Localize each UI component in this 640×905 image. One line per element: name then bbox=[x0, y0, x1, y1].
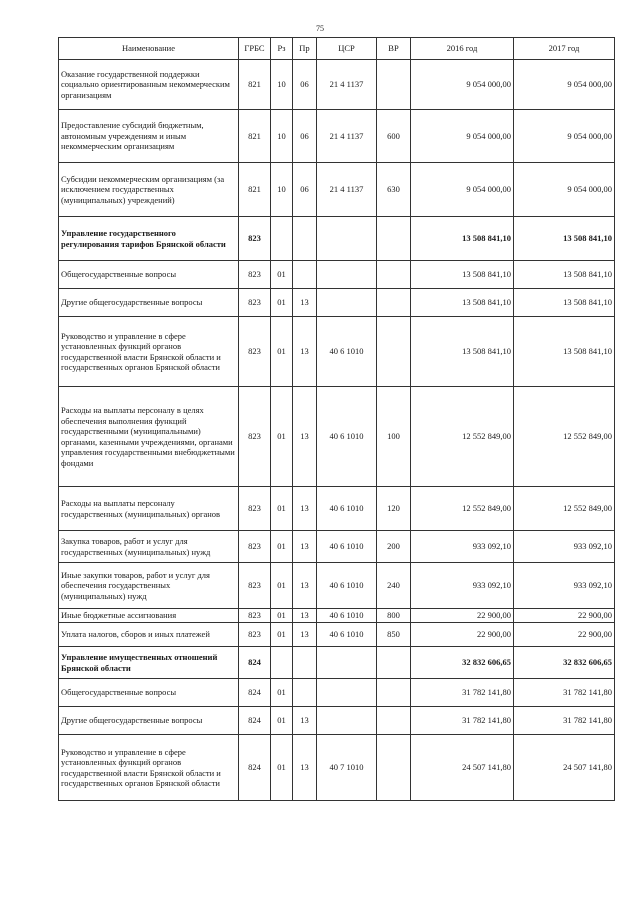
cell-grbs: 823 bbox=[239, 623, 271, 647]
cell-rz: 01 bbox=[271, 289, 293, 317]
table-row bbox=[59, 487, 615, 531]
cell-2016: 31 782 141,80 bbox=[411, 707, 514, 735]
cell-pr: 13 bbox=[293, 707, 317, 735]
cell-csr: 21 4 1137 bbox=[317, 163, 377, 217]
table-row bbox=[59, 261, 615, 289]
cell-rz: 01 bbox=[271, 679, 293, 707]
cell-pr: 13 bbox=[293, 387, 317, 487]
cell-vr bbox=[377, 735, 411, 801]
cell-vr bbox=[377, 707, 411, 735]
cell-csr: 40 6 1010 bbox=[317, 487, 377, 531]
table-row bbox=[59, 317, 615, 387]
cell-2016: 12 552 849,00 bbox=[411, 387, 514, 487]
cell-rz: 01 bbox=[271, 623, 293, 647]
cell-pr bbox=[293, 647, 317, 679]
table-row bbox=[59, 217, 615, 261]
cell-vr: 240 bbox=[377, 563, 411, 609]
cell-grbs: 823 bbox=[239, 531, 271, 563]
table-row bbox=[59, 289, 615, 317]
cell-grbs: 821 bbox=[239, 163, 271, 217]
cell-grbs: 823 bbox=[239, 609, 271, 623]
cell-csr: 21 4 1137 bbox=[317, 110, 377, 163]
cell-vr bbox=[377, 317, 411, 387]
cell-2016: 9 054 000,00 bbox=[411, 163, 514, 217]
cell-pr bbox=[293, 679, 317, 707]
cell-name: Субсидии некоммерческим организациям (за исключением государственных (муниципальных) учреждений) bbox=[59, 163, 239, 217]
cell-vr bbox=[377, 289, 411, 317]
cell-grbs: 821 bbox=[239, 110, 271, 163]
cell-vr bbox=[377, 261, 411, 289]
cell-grbs: 821 bbox=[239, 60, 271, 110]
cell-2017: 22 900,00 bbox=[514, 609, 615, 623]
cell-csr bbox=[317, 647, 377, 679]
cell-name: Расходы на выплаты персоналу в целях обеспечения выполнения функций государственными (муниципальными) органами, казенными учреждениями, органами управления государственными внебюджетными фондами bbox=[59, 387, 239, 487]
cell-grbs: 823 bbox=[239, 261, 271, 289]
cell-2017: 13 508 841,10 bbox=[514, 289, 615, 317]
cell-grbs: 823 bbox=[239, 563, 271, 609]
table-row bbox=[59, 609, 615, 623]
cell-pr: 13 bbox=[293, 487, 317, 531]
cell-2016: 9 054 000,00 bbox=[411, 60, 514, 110]
cell-2017: 13 508 841,10 bbox=[514, 317, 615, 387]
cell-name: Расходы на выплаты персоналу государственных (муниципальных) органов bbox=[59, 487, 239, 531]
cell-rz bbox=[271, 217, 293, 261]
table-row bbox=[59, 563, 615, 609]
table-row bbox=[59, 679, 615, 707]
cell-vr: 800 bbox=[377, 609, 411, 623]
cell-vr: 120 bbox=[377, 487, 411, 531]
table-row bbox=[59, 531, 615, 563]
cell-pr: 13 bbox=[293, 563, 317, 609]
cell-rz: 10 bbox=[271, 60, 293, 110]
header-name: Наименование bbox=[59, 38, 239, 60]
table-row bbox=[59, 60, 615, 110]
cell-2016: 24 507 141,80 bbox=[411, 735, 514, 801]
table-row bbox=[59, 735, 615, 801]
cell-rz: 01 bbox=[271, 487, 293, 531]
cell-name: Управление государственного регулирования тарифов Брянской области bbox=[59, 217, 239, 261]
cell-pr: 13 bbox=[293, 317, 317, 387]
cell-name: Иные бюджетные ассигнования bbox=[59, 609, 239, 623]
cell-rz: 01 bbox=[271, 387, 293, 487]
cell-csr: 40 6 1010 bbox=[317, 623, 377, 647]
cell-vr bbox=[377, 60, 411, 110]
cell-vr: 630 bbox=[377, 163, 411, 217]
cell-vr: 200 bbox=[377, 531, 411, 563]
header-pr: Пр bbox=[293, 38, 317, 60]
cell-name: Руководство и управление в сфере установленных функций органов государственной власти Брянской области и государственных органов Брянской области bbox=[59, 317, 239, 387]
cell-2017: 13 508 841,10 bbox=[514, 217, 615, 261]
cell-pr bbox=[293, 261, 317, 289]
cell-rz: 01 bbox=[271, 707, 293, 735]
cell-vr bbox=[377, 647, 411, 679]
cell-2017: 24 507 141,80 bbox=[514, 735, 615, 801]
cell-pr: 13 bbox=[293, 531, 317, 563]
cell-2017: 933 092,10 bbox=[514, 531, 615, 563]
cell-2017: 9 054 000,00 bbox=[514, 163, 615, 217]
cell-2016: 32 832 606,65 bbox=[411, 647, 514, 679]
cell-name: Предоставление субсидий бюджетным, автономным учреждениям и иным некоммерческим организациям bbox=[59, 110, 239, 163]
cell-csr: 40 6 1010 bbox=[317, 609, 377, 623]
cell-2017: 22 900,00 bbox=[514, 623, 615, 647]
header-vr: ВР bbox=[377, 38, 411, 60]
cell-rz: 01 bbox=[271, 563, 293, 609]
cell-grbs: 824 bbox=[239, 679, 271, 707]
cell-name: Иные закупки товаров, работ и услуг для обеспечения государственных (муниципальных) нужд bbox=[59, 563, 239, 609]
cell-name: Другие общегосударственные вопросы bbox=[59, 289, 239, 317]
cell-grbs: 823 bbox=[239, 387, 271, 487]
cell-csr: 40 6 1010 bbox=[317, 531, 377, 563]
cell-vr bbox=[377, 217, 411, 261]
cell-pr: 13 bbox=[293, 735, 317, 801]
cell-vr: 850 bbox=[377, 623, 411, 647]
cell-grbs: 824 bbox=[239, 707, 271, 735]
table-row bbox=[59, 647, 615, 679]
header-grbs: ГРБС bbox=[239, 38, 271, 60]
cell-rz: 01 bbox=[271, 261, 293, 289]
cell-2016: 22 900,00 bbox=[411, 623, 514, 647]
cell-2016: 933 092,10 bbox=[411, 563, 514, 609]
cell-csr: 40 6 1010 bbox=[317, 387, 377, 487]
cell-csr bbox=[317, 679, 377, 707]
cell-2017: 13 508 841,10 bbox=[514, 261, 615, 289]
cell-csr: 40 6 1010 bbox=[317, 563, 377, 609]
cell-pr bbox=[293, 217, 317, 261]
cell-2016: 13 508 841,10 bbox=[411, 261, 514, 289]
table-row bbox=[59, 623, 615, 647]
cell-pr: 06 bbox=[293, 110, 317, 163]
cell-2017: 9 054 000,00 bbox=[514, 60, 615, 110]
cell-2017: 933 092,10 bbox=[514, 563, 615, 609]
table-row bbox=[59, 110, 615, 163]
cell-pr: 13 bbox=[293, 609, 317, 623]
cell-name: Руководство и управление в сфере установленных функций органов государственной власти Брянской области и государственных органов Брянской области bbox=[59, 735, 239, 801]
cell-csr bbox=[317, 707, 377, 735]
cell-name: Оказание государственной поддержки социально ориентированным некоммерческим организациям bbox=[59, 60, 239, 110]
cell-csr: 40 7 1010 bbox=[317, 735, 377, 801]
cell-grbs: 823 bbox=[239, 487, 271, 531]
cell-2017: 12 552 849,00 bbox=[514, 487, 615, 531]
cell-2016: 9 054 000,00 bbox=[411, 110, 514, 163]
cell-name: Другие общегосударственные вопросы bbox=[59, 707, 239, 735]
cell-csr bbox=[317, 217, 377, 261]
cell-csr: 40 6 1010 bbox=[317, 317, 377, 387]
cell-grbs: 823 bbox=[239, 289, 271, 317]
cell-grbs: 823 bbox=[239, 217, 271, 261]
cell-2016: 13 508 841,10 bbox=[411, 317, 514, 387]
cell-rz bbox=[271, 647, 293, 679]
cell-name: Общегосударственные вопросы bbox=[59, 261, 239, 289]
table-header-row bbox=[59, 38, 615, 60]
cell-rz: 01 bbox=[271, 735, 293, 801]
cell-pr: 13 bbox=[293, 623, 317, 647]
cell-2017: 32 832 606,65 bbox=[514, 647, 615, 679]
cell-grbs: 824 bbox=[239, 647, 271, 679]
cell-rz: 10 bbox=[271, 163, 293, 217]
cell-pr: 06 bbox=[293, 60, 317, 110]
cell-2017: 9 054 000,00 bbox=[514, 110, 615, 163]
table-row bbox=[59, 707, 615, 735]
cell-csr bbox=[317, 261, 377, 289]
header-csr: ЦСР bbox=[317, 38, 377, 60]
cell-rz: 01 bbox=[271, 317, 293, 387]
table-row bbox=[59, 163, 615, 217]
cell-name: Закупка товаров, работ и услуг для государственных (муниципальных) нужд bbox=[59, 531, 239, 563]
cell-pr: 13 bbox=[293, 289, 317, 317]
table-row bbox=[59, 387, 615, 487]
cell-2016: 13 508 841,10 bbox=[411, 217, 514, 261]
cell-2016: 22 900,00 bbox=[411, 609, 514, 623]
cell-vr: 100 bbox=[377, 387, 411, 487]
cell-csr: 21 4 1137 bbox=[317, 60, 377, 110]
cell-rz: 10 bbox=[271, 110, 293, 163]
cell-2016: 31 782 141,80 bbox=[411, 679, 514, 707]
cell-name: Управление имущественных отношений Брянской области bbox=[59, 647, 239, 679]
table-body bbox=[59, 60, 615, 801]
cell-grbs: 823 bbox=[239, 317, 271, 387]
header-rz: Рз bbox=[271, 38, 293, 60]
cell-rz: 01 bbox=[271, 609, 293, 623]
cell-2016: 13 508 841,10 bbox=[411, 289, 514, 317]
cell-grbs: 824 bbox=[239, 735, 271, 801]
cell-2016: 12 552 849,00 bbox=[411, 487, 514, 531]
cell-csr bbox=[317, 289, 377, 317]
cell-pr: 06 bbox=[293, 163, 317, 217]
cell-2017: 12 552 849,00 bbox=[514, 387, 615, 487]
cell-rz: 01 bbox=[271, 531, 293, 563]
cell-name: Уплата налогов, сборов и иных платежей bbox=[59, 623, 239, 647]
cell-2017: 31 782 141,80 bbox=[514, 707, 615, 735]
budget-table bbox=[58, 37, 615, 801]
cell-vr bbox=[377, 679, 411, 707]
cell-2016: 933 092,10 bbox=[411, 531, 514, 563]
cell-2017: 31 782 141,80 bbox=[514, 679, 615, 707]
header-2016: 2016 год bbox=[411, 38, 514, 60]
cell-name: Общегосударственные вопросы bbox=[59, 679, 239, 707]
header-2017: 2017 год bbox=[514, 38, 615, 60]
page-number: 75 bbox=[316, 24, 324, 33]
cell-vr: 600 bbox=[377, 110, 411, 163]
